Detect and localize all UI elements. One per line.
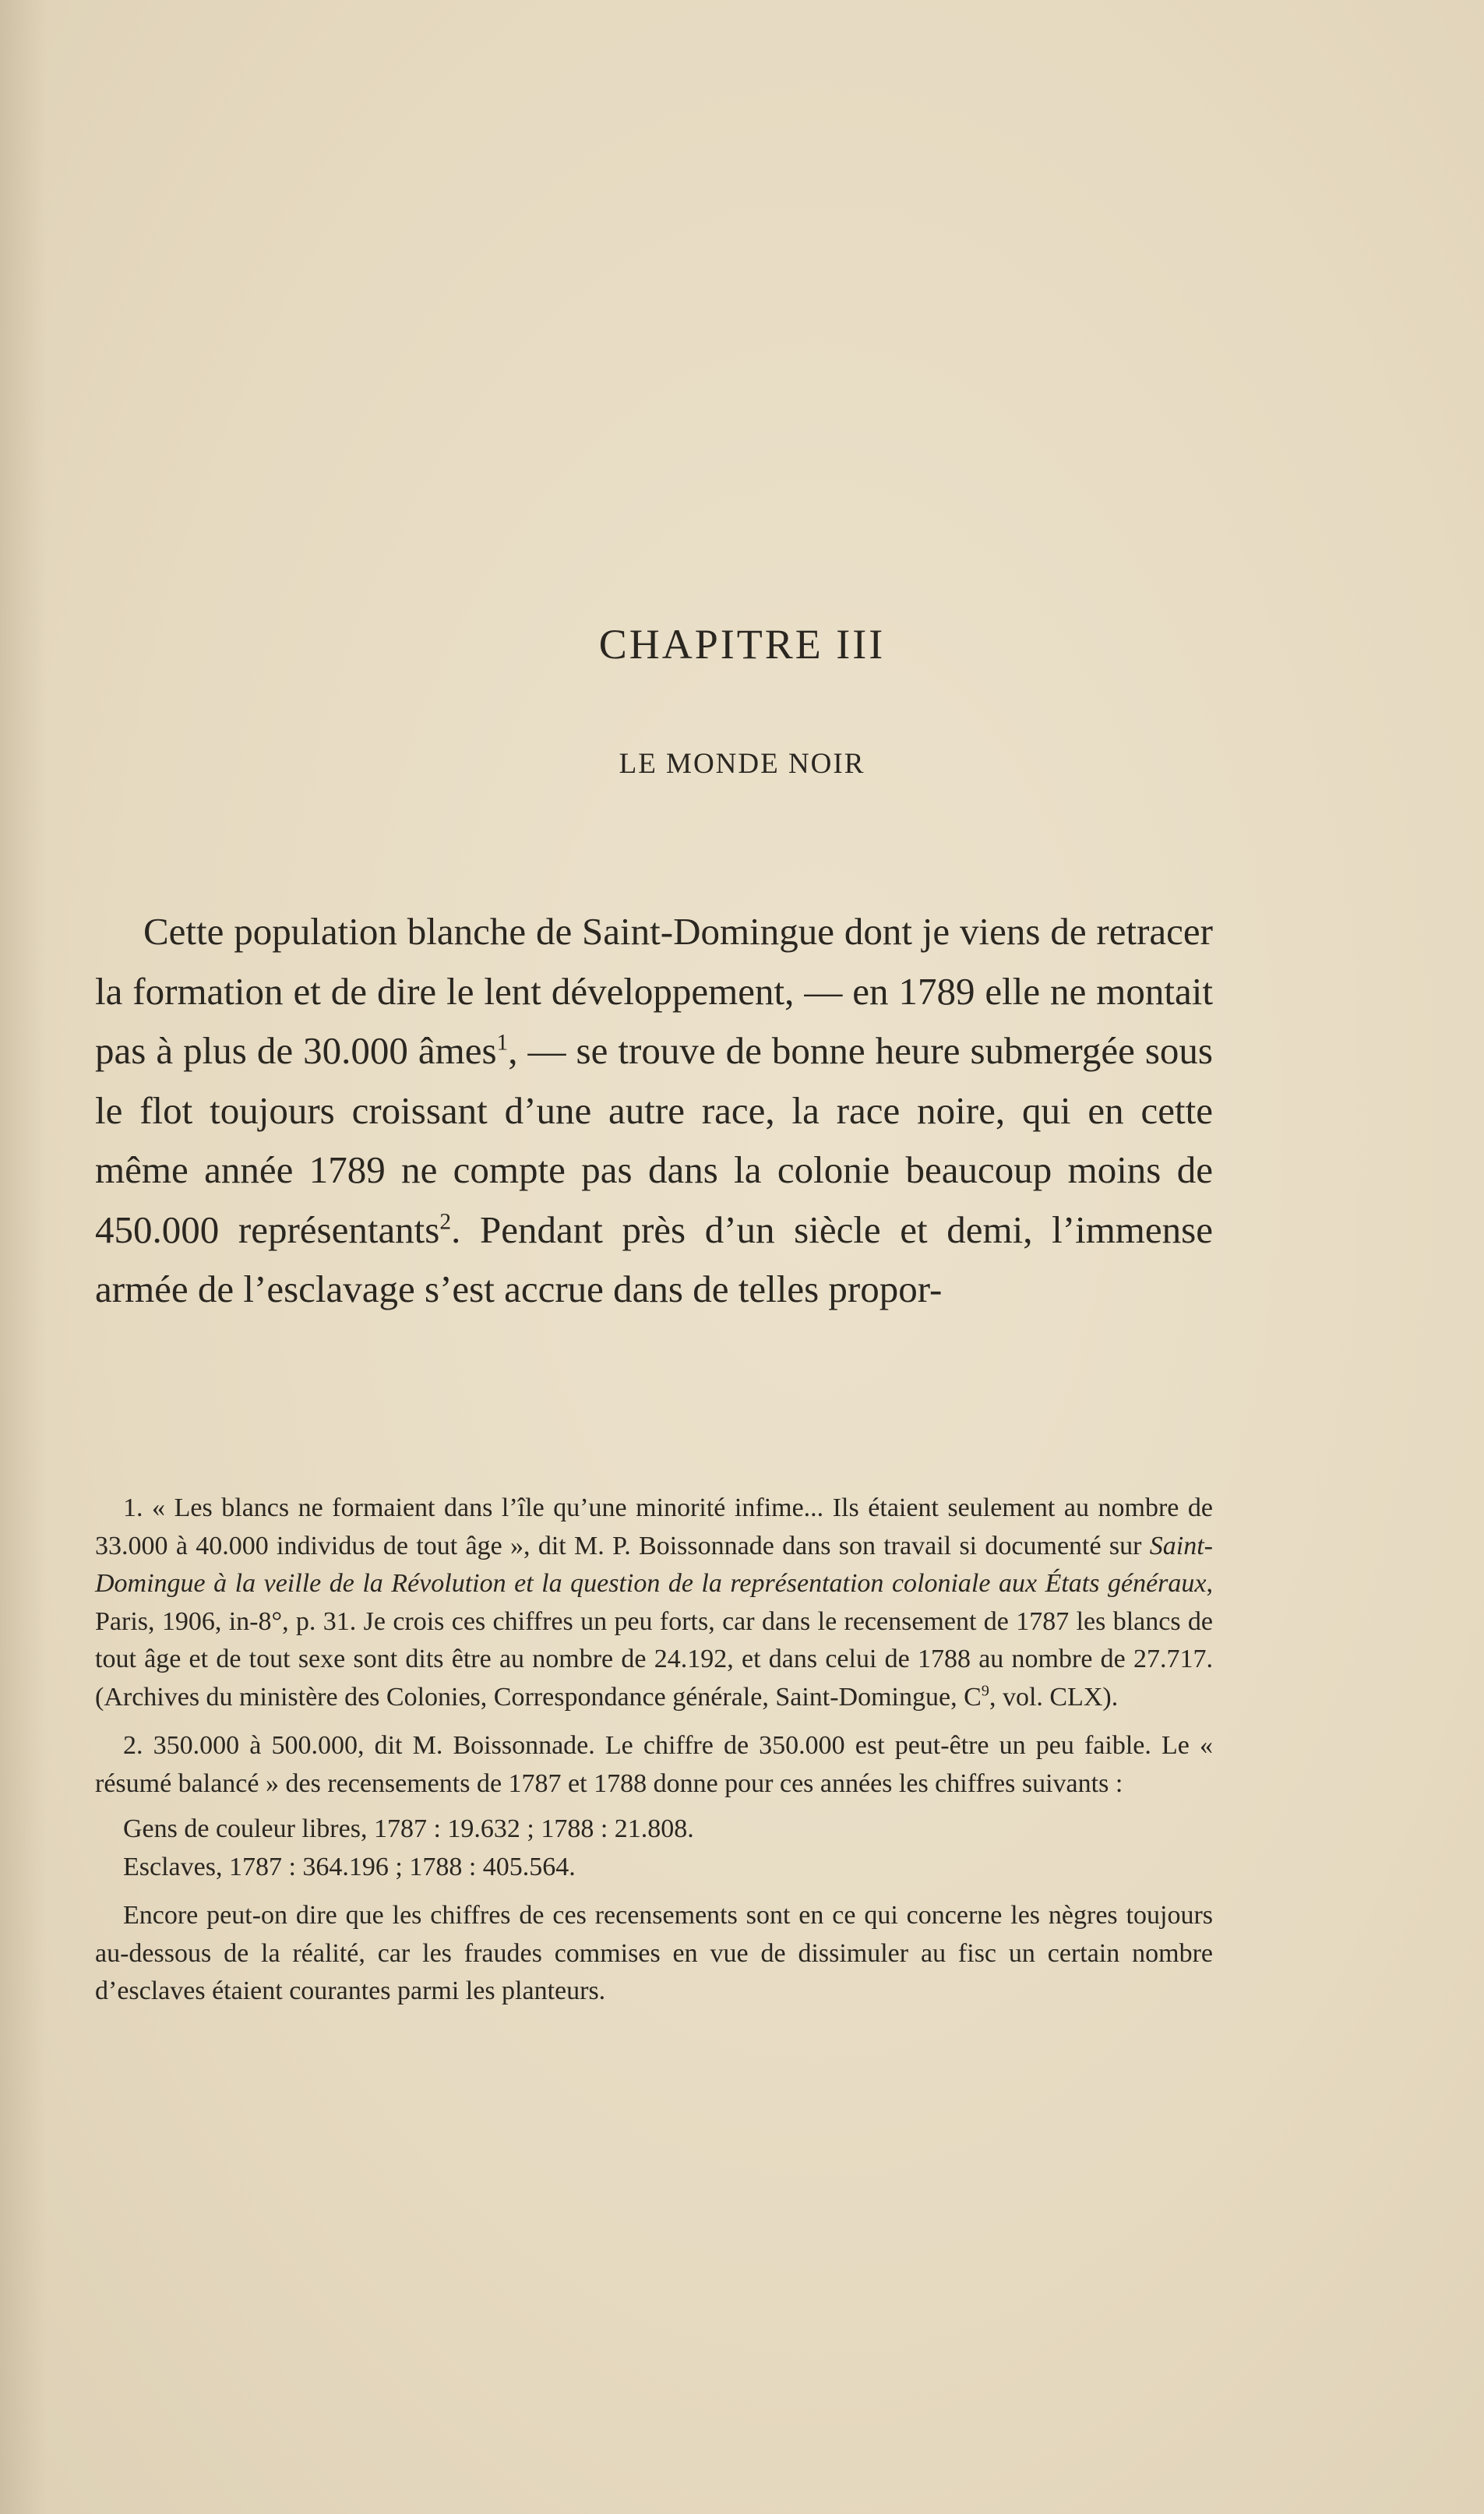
footnotes: [95, 1490, 1213, 2011]
chapter-title: CHAPITRE III: [598, 621, 886, 668]
footnote-ref-1: 1: [496, 1030, 509, 1056]
footnote-1-work-title: Saint-Domingue à la veille de la Révolution et la question de la représentation coloniale aux États généraux: [95, 1531, 1213, 1598]
footnote-1-superscript: 9: [981, 1682, 989, 1700]
footnote-2: 2. 350.000 à 500.000, dit M. Boissonnade. Le chiffre de 350.000 est peut-être un peu faible. Le « résumé balancé » des recensements de 1787 et 1788 donne pour ces années les chiffres suivants :: [95, 1731, 1213, 1798]
footnote-2-figures-slaves: Esclaves, 1787 : 364.196 ; 1788 : 405.564.: [123, 1852, 576, 1881]
paragraph-text-part-1: Cette population blanche de Saint-Domingue dont je viens de retracer la formation et de dire le lent développement, — en 1789 elle ne montait pas à plus de 30.000 âmes: [95, 910, 1213, 1072]
footnote-1-text-a: 1. « Les blancs ne formaient dans l’île qu’une minorité infime... Ils étaient seulement au nombre de 33.000 à 40.000 individus de tout âge », dit M. P. Boissonnade dans son travail si documenté sur: [95, 1493, 1213, 1560]
footnote-2-figures-free-people: Gens de couleur libres, 1787 : 19.632 ; 1788 : 21.808.: [123, 1814, 694, 1843]
main-paragraph: [95, 902, 1213, 1320]
footnote-2-closing: Encore peut-on dire que les chiffres de ces recensements sont en ce qui concerne les nègres toujours au-dessous de la réalité, car les fraudes commises en vue de dissimuler au fisc un certain nombre d’esclaves étaient courantes parmi les planteurs.: [95, 1901, 1213, 2005]
binding-shadow: [0, 0, 47, 2514]
footnote-1: [95, 1490, 1213, 1716]
footnote-ref-2: 2: [439, 1209, 452, 1235]
paragraph-text-part-3: . Pendant près d’un siècle et demi, l’immense armée de l’esclavage s’est accrue dans de telles propor-: [95, 1208, 1213, 1310]
footnote-1-text-b: , Paris, 1906, in-8°, p. 31. Je crois ces chiffres un peu forts, car dans le recensement de 1787 les blancs de tout âge et de tout sexe sont dits être au nombre de 24.192, et dans celui de 1788 au nombre de 27.717. (Archives du ministère des Colonies, Correspondance générale, Saint-Domingue, C: [95, 1569, 1213, 1712]
footnote-2-figures: [95, 1811, 1213, 1886]
chapter-subtitle: LE MONDE NOIR: [619, 748, 865, 780]
paragraph-text-part-2: , — se trouve de bonne heure submergée sous le flot toujours croissant d’une autre race, la race noire, qui en cette même année 1789 ne compte pas dans la colonie beaucoup moins de 450.000 représentants: [95, 1029, 1213, 1251]
footnote-1-text-c: , vol. CLX).: [989, 1682, 1119, 1712]
